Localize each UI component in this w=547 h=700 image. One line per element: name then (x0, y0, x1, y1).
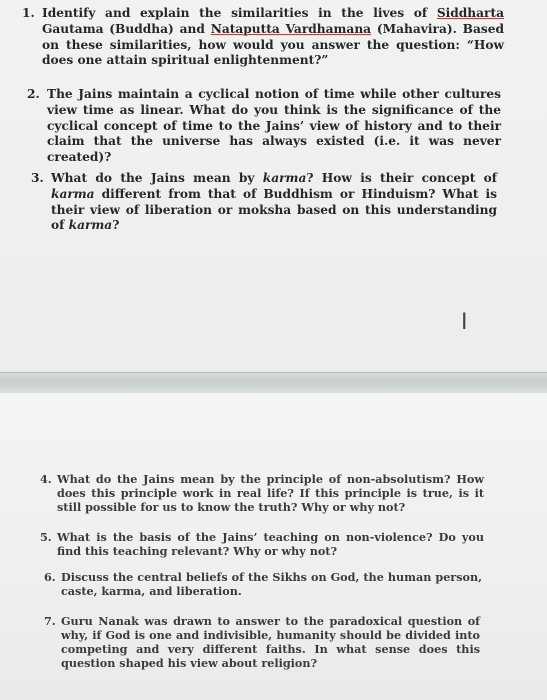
italic-term: karma (262, 171, 307, 185)
question-5 (40, 530, 484, 558)
question-number: 2. (27, 87, 40, 101)
question-text: What do the Jains mean by the principle of non-absolutism? How does this principle work in real life? If this principle is true, is it still possible for us to know the truth? Why or why not? (57, 472, 484, 514)
italic-term: karma (68, 218, 113, 233)
question-1 (22, 6, 504, 69)
question-number: 1. (22, 6, 35, 20)
underlined-name: Siddharta (436, 6, 504, 20)
question-text: What do the Jains mean by karma? How is their concept of karma different from that of Buddhism or Hinduism? What is their view of liberation or moksha based on this understanding of karma? (51, 171, 497, 233)
question-4 (40, 472, 484, 514)
question-2 (27, 87, 501, 166)
question-7 (44, 614, 480, 670)
question-number: 3. (31, 171, 44, 185)
question-text: Discuss the central beliefs of the Sikhs on God, the human person, caste, karma, and liberation. (61, 570, 482, 598)
question-3 (31, 171, 497, 234)
text-cursor-icon: I (461, 310, 468, 335)
underlined-name: Nataputta Vardhamana (210, 21, 372, 36)
question-text: What is the basis of the Jains’ teaching on non-violence? Do you find this teaching relevant? Why or why not? (57, 530, 484, 558)
question-number: 4. (40, 472, 52, 486)
page-divider (0, 372, 547, 394)
italic-term: karma (51, 186, 95, 201)
question-6 (44, 570, 482, 598)
question-number: 6. (44, 570, 56, 584)
question-text: The Jains maintain a cyclical notion of time while other cultures view time as linear. What do you think is the significance of the cyclical concept of time to the Jains’ view of history and to their claim that the universe has always existed (i.e. it was never created)? (47, 87, 501, 165)
question-text: Guru Nanak was drawn to answer to the paradoxical question of why, if God is one and indivisible, humanity should be divided into competing and very different faiths. In what sense does this question shaped his view about religion? (61, 614, 480, 670)
question-number: 5. (40, 530, 52, 544)
question-number: 7. (44, 614, 56, 628)
question-text: Identify and explain the similarities in the lives of Siddharta Gautama (Buddha) and Nataputta Vardhamana (Mahavira). Based on these similarities, how would you answer the question: “How does one attain spiritual enlightenment?” (42, 6, 504, 68)
